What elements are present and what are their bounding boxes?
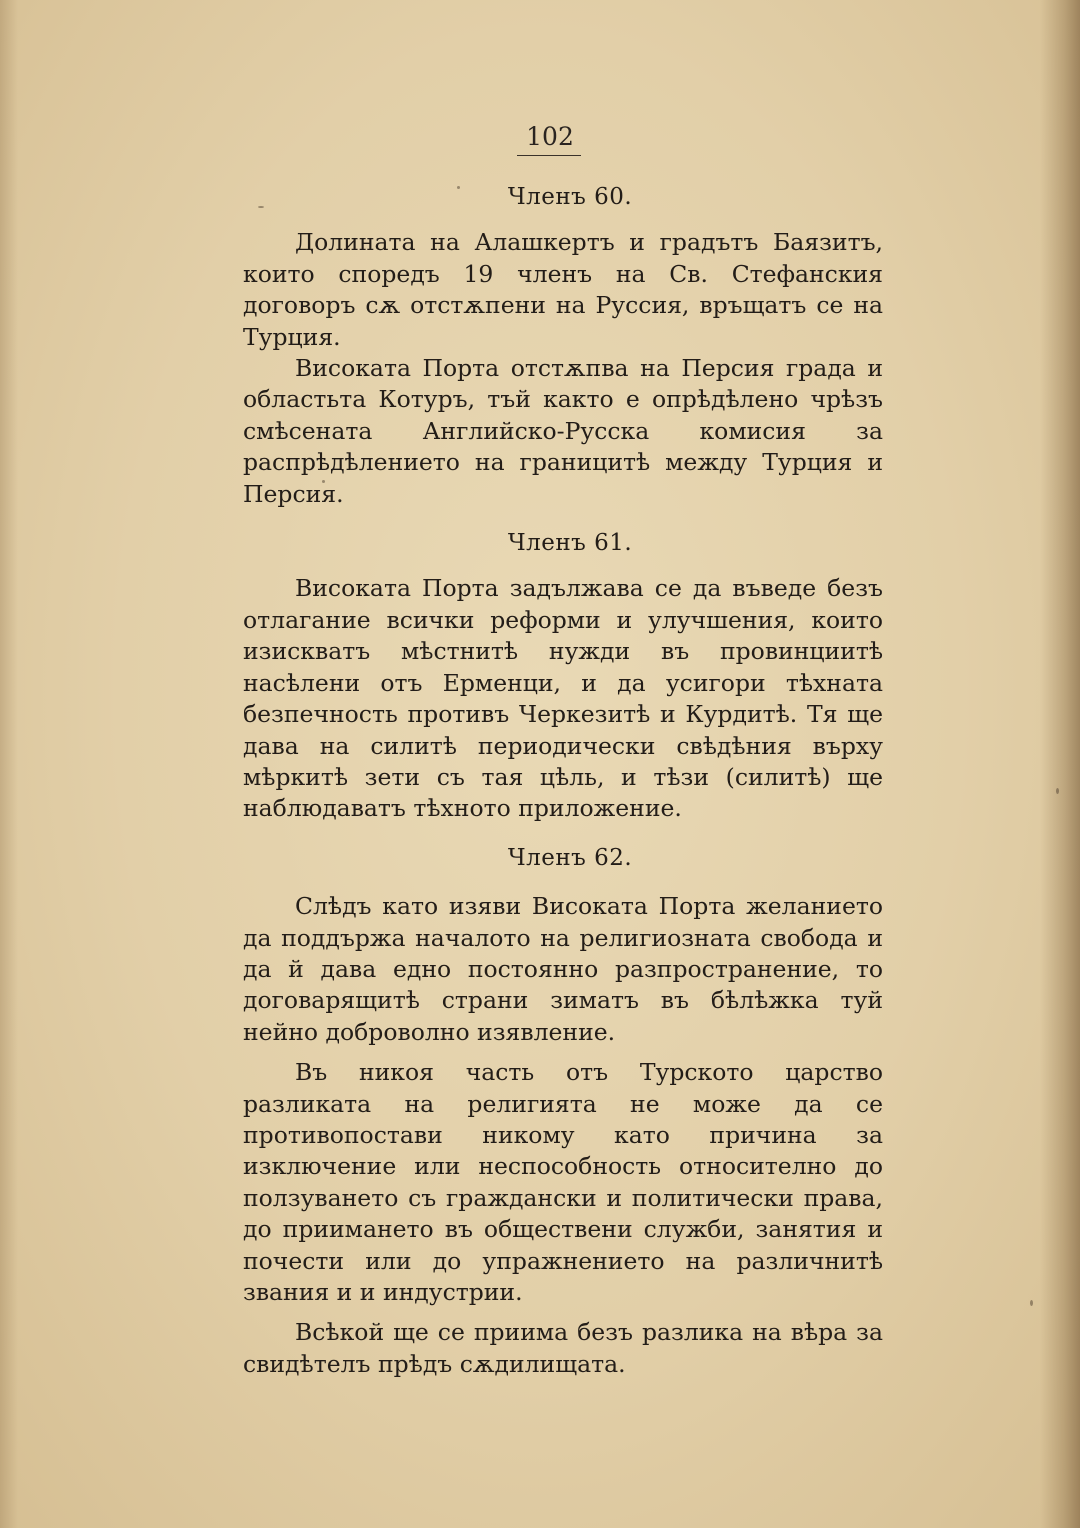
article-paragraph: Слѣдъ като изяви Високата Порта желанието да поддържа началото на религиозната свобода и да й дава едно постоянно разпространение, то договарящитѣ страни зиматъ въ бѣлѣжка туй нейно доброволно изявление. [243, 892, 883, 1046]
page-edge-shadow-right [1040, 0, 1080, 1528]
article-paragraph: Високата Порта отстѫпва на Персия града и областьта Котуръ, тъй както е опрѣдѣлено чрѣзъ смѣсената Английско-Русска комисия за распрѣдѣлението на границитѣ между Турция и Персия. [243, 354, 883, 508]
page-number: 102 [526, 122, 574, 151]
article-61 [243, 528, 883, 825]
page-body [243, 182, 883, 1380]
article-paragraph: Всѣкой ще се приима безъ разлика на вѣра за свидѣтелъ прѣдъ сѫдилищата. [243, 1318, 883, 1378]
page-number-rule [517, 155, 581, 156]
article-paragraph: Въ никоя часть отъ Турското царство разликата на религията не може да се противопостави никому като причина за изключение или неспособность относително до ползуването съ граждански и политически права, до приимането въ обществени служби, занятия и почести или до упражнението на различнитѣ звания и и индустрии. [243, 1058, 883, 1306]
article-heading: Членъ 62. [507, 844, 633, 871]
article-heading: Членъ 61. [507, 530, 633, 557]
page-edge-shadow-left [0, 0, 18, 1528]
article-paragraph: Долината на Алашкертъ и градътъ Баязитъ, които споредъ 19 членъ на Св. Стефанския договоръ сѫ отстѫпени на Руссия, връщатъ се на Турция. [243, 228, 883, 351]
article-60 [243, 182, 883, 510]
paper-speck [1030, 1300, 1033, 1306]
article-62 [243, 843, 883, 1381]
article-heading: Членъ 60. [507, 184, 633, 210]
paper-speck [1056, 788, 1059, 794]
article-paragraph: Високата Порта задължава се да въведе безъ отлагание всички реформи и улучшения, които изискватъ мѣстнитѣ нужди въ провинциитѣ насѣлени отъ Ерменци, и да усигори тѣхната безпечность противъ Черкезитѣ и Курдитѣ. Тя ще дава на силитѣ периодически свѣдѣния върху мѣркитѣ зети съ тая цѣль, и тѣзи (силитѣ) ще наблюдаватъ тѣхното приложение. [243, 574, 883, 823]
